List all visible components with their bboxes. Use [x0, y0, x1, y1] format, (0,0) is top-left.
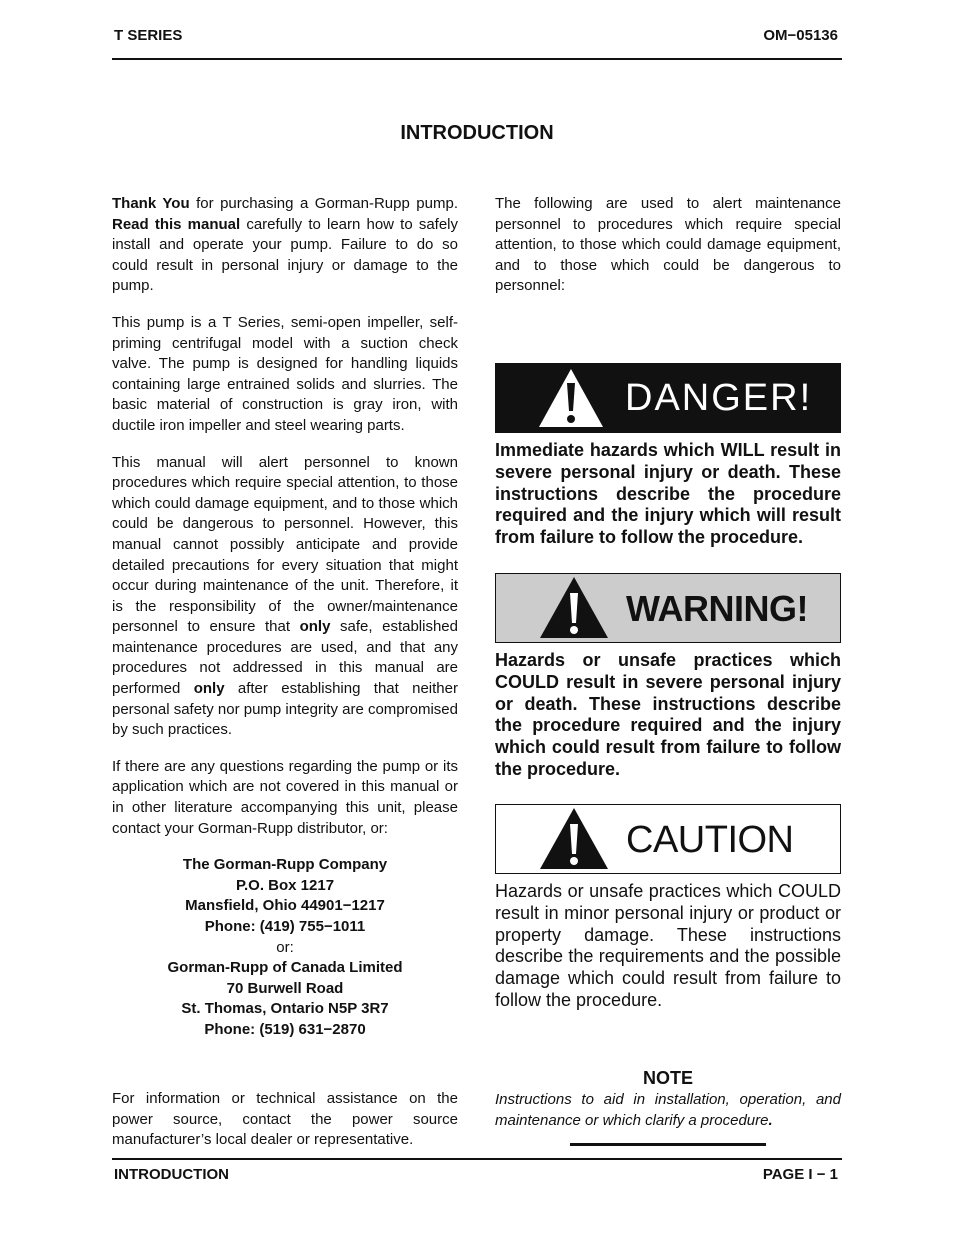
note-text — [495, 1089, 841, 1131]
power-source-info: For information or technical assistance on the power source, contact the power source manufacturer’s local dealer or representative. — [112, 1090, 458, 1149]
caution-word: CAUTION — [626, 819, 794, 861]
note-period: . — [768, 1112, 773, 1129]
caution-description: Hazards or unsafe practices which COULD result in minor personal injury or product or property damage. These instructions describe the requirements and the possible damage which could result from failure to follow the procedure. — [495, 881, 841, 1010]
page-header — [112, 27, 842, 47]
header-series: T SERIES — [114, 27, 183, 44]
text-span: safe, established maintenance procedures are used, and that any procedures not addressed in this manual are performed — [112, 618, 458, 698]
footer-rule — [112, 1158, 842, 1160]
company-address — [112, 855, 458, 1040]
address-line: Phone: (519) 631−2870 — [204, 1020, 366, 1038]
caution-banner — [495, 804, 841, 874]
danger-word: DANGER! — [625, 377, 813, 419]
danger-description: Immediate hazards which WILL result in severe personal injury or death. These instructions describe the procedure required and the injury which will result from failure to follow the procedure. — [495, 440, 841, 548]
only-bold: only — [193, 680, 225, 698]
note-body: Instructions to aid in installation, operation, and maintenance or which clarify a procedure — [495, 1091, 841, 1129]
footer-page-number: PAGE I − 1 — [762, 1166, 838, 1183]
text-span: carefully to learn how to safely install and operate your pump. Failure to do so could result in personal injury or damage to the pump. — [112, 215, 459, 295]
danger-banner — [495, 363, 841, 433]
intro-paragraph — [112, 194, 458, 297]
note-divider — [570, 1143, 766, 1146]
left-column — [112, 194, 458, 1063]
address-line: 70 Burwell Road — [226, 979, 344, 997]
header-rule — [112, 58, 842, 60]
page-title: INTRODUCTION — [400, 122, 554, 144]
contact-paragraph: If there are any questions regarding the pump or its application which are not covered in this manual or in other literature accompanying this unit, please contact your Gorman-Rupp distributor, or: — [112, 757, 458, 837]
warning-triangle-icon — [538, 575, 610, 639]
address-line: St. Thomas, Ontario N5P 3R7 — [181, 1000, 389, 1018]
address-line: The Gorman-Rupp Company — [182, 856, 388, 874]
text-span: for purchasing a Gorman-Rupp pump. — [189, 195, 458, 212]
warning-description: Hazards or unsafe practices which COULD result in severe personal injury or death. These instructions describe the procedure required and the injury which could result from failure to follow the procedure. — [495, 650, 841, 779]
read-manual-bold: Read this manual — [112, 215, 241, 233]
only-bold: only — [299, 618, 331, 636]
warning-banner — [495, 573, 841, 643]
danger-triangle-icon — [537, 367, 605, 429]
address-or: or: — [276, 938, 294, 956]
address-line: Gorman-Rupp of Canada Limited — [167, 959, 403, 977]
warning-word: WARNING! — [626, 588, 808, 629]
footer-section: INTRODUCTION — [114, 1166, 229, 1183]
note-heading: NOTE — [642, 1068, 693, 1088]
address-line: Phone: (419) 755−1011 — [204, 918, 366, 935]
thank-you-bold: Thank You — [112, 195, 190, 212]
caution-triangle-icon — [538, 806, 610, 870]
header-doc-number: OM−05136 — [763, 27, 838, 44]
text-span: after establishing that neither personal safety nor pump integrity are compromised by such practices. — [112, 680, 458, 739]
signal-words-intro: The following are used to alert maintenance personnel to procedures which require special attention, to those which could damage equipment, and to those which could be dangerous to personnel: — [495, 195, 841, 295]
manual-scope-paragraph — [112, 453, 458, 741]
address-line: Mansfield, Ohio 44901−1217 — [185, 897, 385, 915]
address-line: P.O. Box 1217 — [235, 876, 335, 894]
pump-description-paragraph: This pump is a T Series, semi-open impeller, self-priming centrifugal model with a suction check valve. The pump is designed for handling liquids containing large entrained solids and slurries. The basic material of construction is gray iron, with ductile iron impeller and steel wearing parts. — [112, 313, 458, 434]
text-span: This manual will alert personnel to known procedures which require special attention, to those which could damage equipment, and to those which could be dangerous to personnel. However, this manual cannot possibly anticipate and provide detailed precautions for every situation that might occur during maintenance of the unit. Therefore, it is the responsibility of the owner/maintenance personnel to ensure that — [112, 453, 458, 636]
